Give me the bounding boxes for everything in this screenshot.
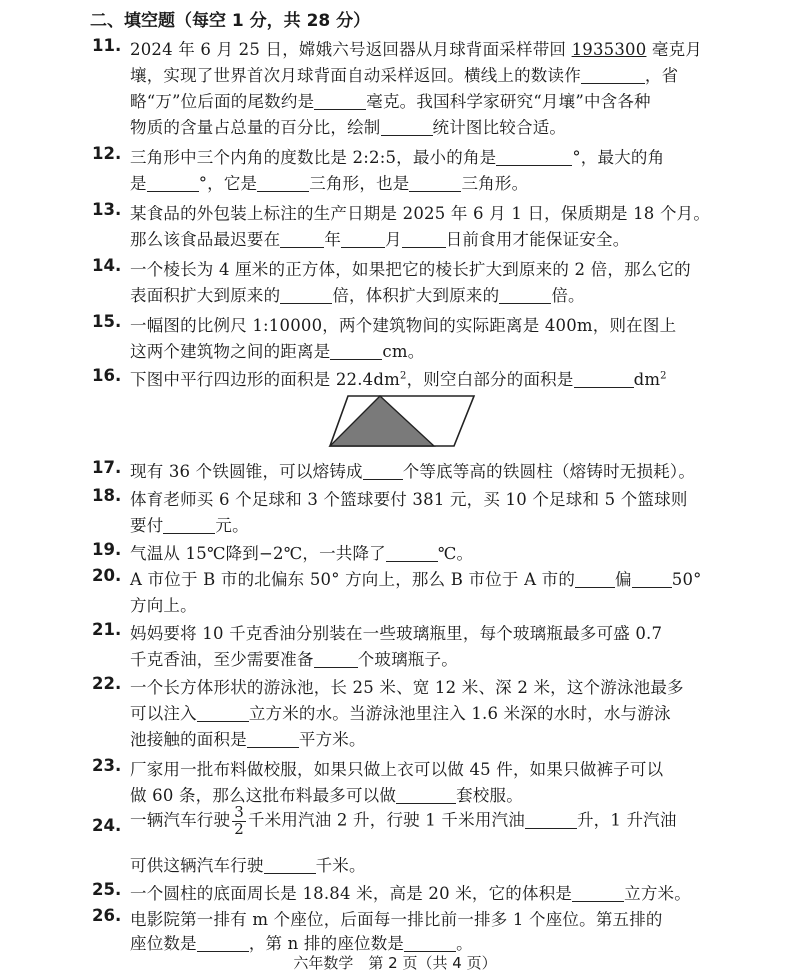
q11-line2: 壤，实现了世界首次月球背面自动采样返回。横线上的数读作 ，省 [130, 66, 679, 85]
q26-line2: 座位数是 ，第 n 排的座位数是 。 [130, 934, 473, 953]
q26-number: 26. [92, 906, 122, 925]
q14-line2: 表面积扩大到原来的 倍，体积扩大到原来的 倍。 [130, 286, 585, 305]
answer-blank[interactable] [632, 571, 672, 589]
q18-line2: 要付 元。 [130, 516, 249, 535]
q20-number: 20. [92, 566, 122, 585]
q11-line4: 物质的含量占总量的百分比，绘制 统计图比较合适。 [130, 118, 567, 137]
fraction-three-halves: $\frac{3}{2}$ [234, 803, 244, 838]
q20-line2: 方向上。 [130, 596, 197, 615]
answer-blank[interactable] [163, 517, 215, 535]
q22-line1: 一个长方体形状的游泳池，长 25 米、宽 12 米、深 2 米，这个游泳池最多 [130, 678, 684, 697]
q17-line1: 现有 36 个铁圆锥，可以熔铸成 个等底等高的铁圆柱（熔铸时无损耗）。 [130, 462, 696, 481]
q22-line3: 池接触的面积是 平方米。 [130, 730, 366, 749]
q24-line2: 可供这辆汽车行驶 千米。 [130, 856, 366, 875]
answer-blank[interactable] [381, 119, 433, 137]
answer-blank[interactable] [257, 175, 309, 193]
q24-number: 24. [92, 816, 122, 835]
q14-number: 14. [92, 256, 122, 275]
answer-blank[interactable] [402, 231, 446, 249]
answer-blank[interactable] [197, 705, 249, 723]
q13-line2: 那么该食品最迟要在 年 月 日前食用才能保证安全。 [130, 230, 630, 249]
answer-blank[interactable] [247, 731, 299, 749]
q23-number: 23. [92, 756, 122, 775]
q12-line2: 是 °，它是 三角形，也是 三角形。 [130, 174, 529, 193]
q19-number: 19. [92, 540, 122, 559]
q21-line2: 千克香油，至少需要准备 个玻璃瓶子。 [130, 650, 458, 669]
answer-blank[interactable] [330, 343, 382, 361]
q25-number: 25. [92, 880, 122, 899]
answer-blank[interactable] [314, 651, 358, 669]
q23-line1: 厂家用一批布料做校服，如果只做上衣可以做 45 件，如果只做裤子可以 [130, 760, 664, 779]
answer-blank[interactable] [525, 811, 577, 829]
q22-number: 22. [92, 674, 122, 693]
q21-line1: 妈妈要将 10 千克香油分别装在一些玻璃瓶里，每个玻璃瓶最多可盛 0.7 [130, 624, 663, 643]
answer-blank[interactable] [404, 935, 456, 953]
section-title: 二、填空题（每空 1 分，共 28 分） [90, 11, 371, 31]
answer-blank[interactable] [575, 571, 615, 589]
q13-line1: 某食品的外包装上标注的生产日期是 2025 年 6 月 1 日，保质期是 18 个月。 [130, 204, 711, 223]
answer-blank[interactable] [499, 287, 551, 305]
answer-blank[interactable] [496, 149, 572, 167]
q11-line3: 略“万”位后面的尾数约是 毫克。我国科学家研究“月壤”中含各种 [130, 92, 651, 111]
q24-line1: 一辆汽车行驶 $\frac{3}{2}$ 千米用汽油 2 升，行驶 1 千米用汽油 升，1 升汽油 [130, 803, 677, 838]
q11-number: 11. [92, 36, 122, 55]
parallelogram-figure [328, 392, 478, 450]
q15-number: 15. [92, 312, 122, 331]
answer-blank[interactable] [280, 231, 324, 249]
q16-line1: 下图中平行四边形的面积是 $22.4dm^2$，则空白部分的面积是 $dm^2$ [130, 370, 667, 389]
answer-blank[interactable] [409, 175, 461, 193]
answer-blank[interactable] [581, 67, 645, 85]
q17-number: 17. [92, 458, 122, 477]
answer-blank[interactable] [396, 787, 456, 805]
answer-blank[interactable] [341, 231, 385, 249]
q12-number: 12. [92, 144, 122, 163]
q21-number: 21. [92, 620, 122, 639]
page-footer: 六年数学 第 2 页（共 4 页） [293, 954, 497, 972]
q23-line2: 做 60 条，那么这批布料最多可以做 套校服。 [130, 786, 523, 805]
answer-blank[interactable] [574, 371, 634, 389]
q13-number: 13. [92, 200, 122, 219]
answer-blank[interactable] [280, 287, 332, 305]
q14-line1: 一个棱长为 4 厘米的正方体，如果把它的棱长扩大到原来的 2 倍，那么它的 [130, 260, 691, 279]
q16-number: 16. [92, 366, 122, 385]
q15-line2: 这两个建筑物之间的距离是 cm。 [130, 342, 425, 361]
q12-line1: 三角形中三个内角的度数比是 2:2:5，最小的角是 °，最大的角 [130, 148, 665, 167]
q11-line1: 2024 年 6 月 25 日，嫦娥六号返回器从月球背面采样带回 1935300 毫克月 [130, 40, 702, 59]
q18-line1: 体育老师买 6 个足球和 3 个篮球要付 381 元，买 10 个足球和 5 个篮球则 [130, 490, 688, 509]
answer-blank[interactable] [197, 935, 249, 953]
q26-line1: 电影院第一排有 m 个座位，后面每一排比前一排多 1 个座位。第五排的 [130, 910, 663, 929]
q22-line2: 可以注入 立方米的水。当游泳池里注入 1.6 米深的水时，水与游泳 [130, 704, 671, 723]
answer-blank[interactable] [314, 93, 366, 111]
answer-blank[interactable] [147, 175, 199, 193]
q20-line1: A 市位于 B 市的北偏东 50° 方向上，那么 B 市位于 A 市的 偏 50° [130, 570, 702, 589]
underlined-number: 1935300 [571, 40, 647, 59]
answer-blank[interactable] [264, 857, 316, 875]
q15-line1: 一幅图的比例尺 1:10000，两个建筑物间的实际距离是 400m，则在图上 [130, 316, 677, 335]
q25-line1: 一个圆柱的底面周长是 18.84 米，高是 20 米，它的体积是 立方米。 [130, 884, 691, 903]
q19-line1: 气温从 15℃降到−2℃，一共降了 ℃。 [130, 544, 474, 563]
answer-blank[interactable] [386, 545, 438, 563]
answer-blank[interactable] [572, 885, 624, 903]
answer-blank[interactable] [363, 463, 403, 481]
q18-number: 18. [92, 486, 122, 505]
